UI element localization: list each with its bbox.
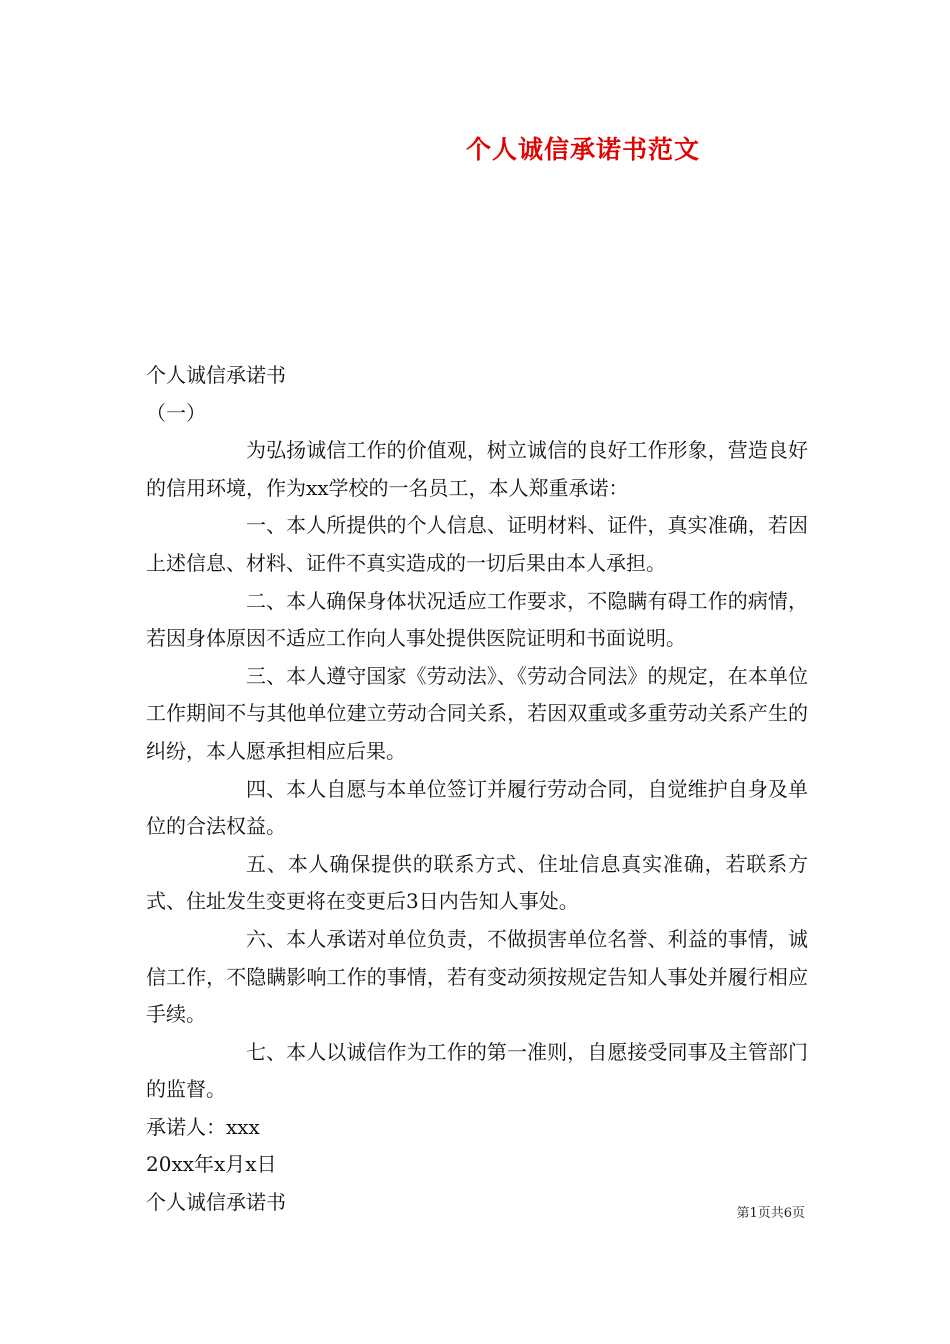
pledge-item-4: 四、本人自愿与本单位签订并履行劳动合同，自觉维护自身及单位的合法权益。 xyxy=(146,776,808,839)
page-number-footer: 第1页共6页 xyxy=(736,1206,805,1221)
date-line: 20xx年x月x日 xyxy=(146,1152,277,1177)
document-title: 个人诚信承诺书范文 xyxy=(465,135,700,164)
pledge-item-6: 六、本人承诺对单位负责，不做损害单位名誉、利益的事情，诚信工作，不隐瞒影响工作的事情，若有变动须按规定告知人事处并履行相应手续。 xyxy=(146,926,808,1027)
section-marker: （一） xyxy=(146,400,206,425)
pledge-item-5: 五、本人确保提供的联系方式、住址信息真实准确，若联系方式、住址发生变更将在变更后3日内告知人事处。 xyxy=(146,851,808,914)
pledge-item-2: 二、本人确保身体状况适应工作要求，不隐瞒有碍工作的病情，若因身体原因不适应工作向人事处提供医院证明和书面说明。 xyxy=(146,588,808,651)
pledge-item-3: 三、本人遵守国家《劳动法》、《劳动合同法》的规定，在本单位工作期间不与其他单位建立劳动合同关系，若因双重或多重劳动关系产生的纠纷，本人愿承担相应后果。 xyxy=(146,663,808,763)
document-body xyxy=(146,357,808,1222)
pledge-item-1: 一、本人所提供的个人信息、证明材料、证件，真实准确，若因上述信息、材料、证件不真实造成的一切后果由本人承担。 xyxy=(146,513,808,575)
next-letter-heading: 个人诚信承诺书 xyxy=(146,1190,286,1215)
intro-paragraph: 为弘扬诚信工作的价值观，树立诚信的良好工作形象，营造良好的信用环境，作为xx学校的一名员工，本人郑重承诺： xyxy=(146,438,808,500)
pledge-item-7: 七、本人以诚信作为工作的第一准则，自愿接受同事及主管部门的监督。 xyxy=(146,1039,808,1102)
letter-heading: 个人诚信承诺书 xyxy=(146,363,286,387)
signer-line: 承诺人：xxx xyxy=(146,1114,260,1139)
